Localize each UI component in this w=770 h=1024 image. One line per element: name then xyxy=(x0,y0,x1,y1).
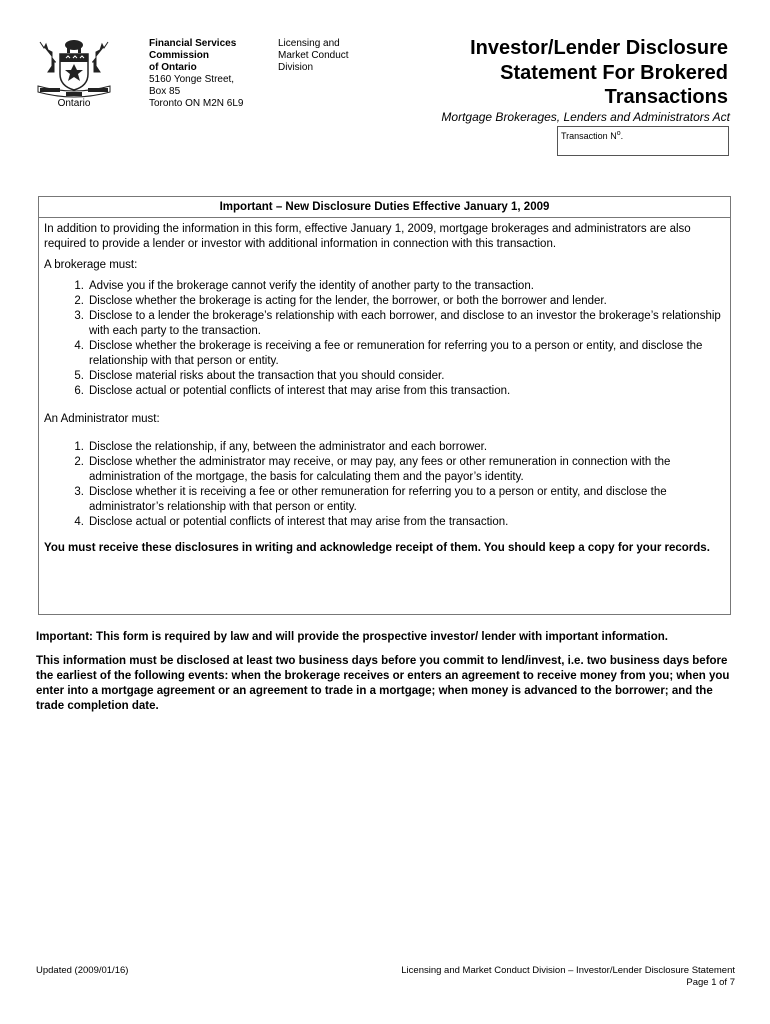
administrator-heading: An Administrator must: xyxy=(44,413,160,425)
footer-info xyxy=(401,965,735,989)
list-item: 3. Disclose whether it is receiving a fee or other remuneration for referring you to a person or entity, and disclose the administrator’s relationship with that person or entity. xyxy=(74,486,667,513)
address-line: Toronto ON M2N 6L9 xyxy=(149,98,244,109)
crest-label: Ontario xyxy=(57,98,91,109)
list-item: 4. Disclose actual or potential conflicts of interest that may arise from the transaction. xyxy=(74,516,509,528)
document-subtitle: Mortgage Brokerages, Lenders and Administrators Act xyxy=(441,110,730,124)
list-item: 3. Disclose to a lender the brokerage’s relationship with each borrower, and disclose to an investor the brokerage’s relationship with each party to the transaction. xyxy=(74,310,721,337)
org-name-line: Financial Services xyxy=(149,38,237,49)
org-name-line: Commission xyxy=(149,50,210,61)
list-item: 4. Disclose whether the brokerage is receiving a fee or remuneration for referring you to a person or entity, and disclose the relationship with that person or entity. xyxy=(74,340,703,367)
organization-address-block xyxy=(149,38,244,110)
brokerage-duties-list xyxy=(44,279,725,399)
list-item: 2. Disclose whether the administrator may receive, or may pay, any fees or other remuneration in connection with the administration of the mortgage, the basis for calculating them and the payor’s identity. xyxy=(74,456,671,483)
footer-division-doc: Licensing and Market Conduct Division – Investor/Lender Disclosure Statement xyxy=(401,965,735,976)
footer-page-number: Page 1 of 7 xyxy=(686,977,735,988)
ontario-crest-logo xyxy=(36,36,112,98)
transaction-number-label: Transaction N xyxy=(561,131,617,141)
list-item: 2. Disclose whether the brokerage is acting for the lender, the borrower, or both the borrower and lender. xyxy=(74,295,607,307)
important-note: Important: This form is required by law and will provide the prospective investor/ lender with important information. xyxy=(36,631,668,643)
transaction-number-label-suffix: . xyxy=(620,131,624,141)
transaction-number-field[interactable] xyxy=(557,126,729,156)
address-line: 5160 Yonge Street, xyxy=(149,74,235,85)
division-line: Division xyxy=(278,62,314,73)
title-line: Investor/Lender Disclosure xyxy=(470,37,728,59)
title-line: Transactions xyxy=(604,86,728,108)
document-title xyxy=(398,36,728,110)
disclosure-duties-notice xyxy=(38,196,731,615)
notice-body xyxy=(39,218,730,556)
org-name-line: of Ontario xyxy=(149,62,197,73)
timing-note: This information must be disclosed at least two business days before you commit to lend/invest, i.e. two business days before the earliest of the following events: when the brokerage receives or enters an agreement to receive money from you; when you enter into a mortgage agreement or an agreement to trade in a mortgage; when money is advanced to the borrower; and the trade completion date. xyxy=(36,655,730,712)
brokerage-heading: A brokerage must: xyxy=(44,259,138,271)
list-item: 5. Disclose material risks about the transaction that you should consider. xyxy=(74,370,445,382)
title-line: Statement For Brokered xyxy=(500,61,728,84)
division-line: Market Conduct xyxy=(278,50,349,61)
administrator-duties-list xyxy=(44,440,725,530)
list-item: 6. Disclose actual or potential conflicts of interest that may arise from this transaction. xyxy=(74,385,511,397)
list-item: 1. Advise you if the brokerage cannot verify the identity of another party to the transaction. xyxy=(74,280,534,292)
division-block xyxy=(278,38,378,74)
transaction-number-label-sup: o xyxy=(616,130,621,137)
notice-closing: You must receive these disclosures in writing and acknowledge receipt of them. You should keep a copy for your records. xyxy=(44,542,710,554)
address-line: Box 85 xyxy=(149,86,181,97)
footer-updated: Updated (2009/01/16) xyxy=(36,965,129,976)
division-line: Licensing and xyxy=(278,38,340,49)
notice-intro: In addition to providing the information in this form, effective January 1, 2009, mortgage brokerages and administrators are also required to provide a lender or investor with additional information in connection with this transaction. xyxy=(44,223,691,250)
list-item: 1. Disclose the relationship, if any, between the administrator and each borrower. xyxy=(74,441,488,453)
notice-heading: Important – New Disclosure Duties Effective January 1, 2009 xyxy=(39,197,730,218)
